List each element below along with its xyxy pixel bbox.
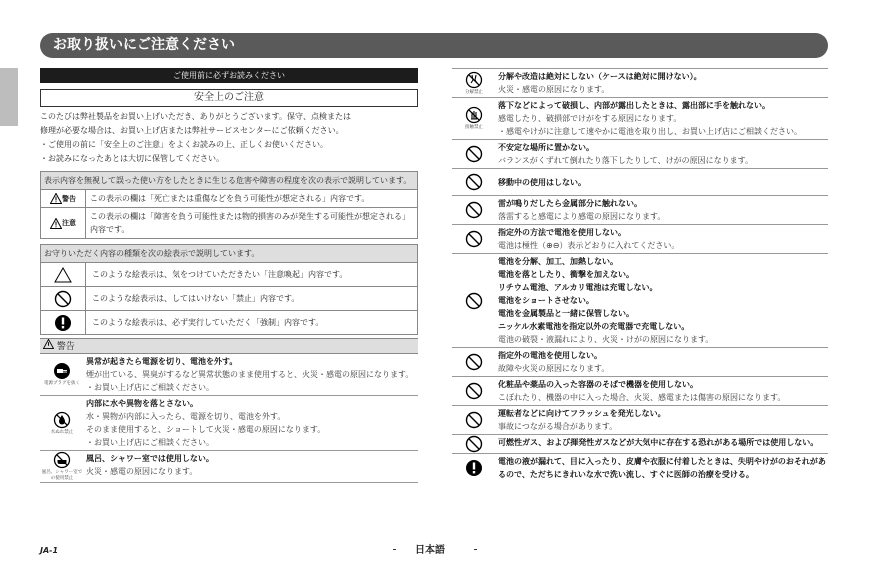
warning-item	[452, 454, 828, 482]
safety-title: 安全上のご注意	[40, 89, 418, 107]
item-line: ・感電やけがに注意して速やかに電池を取り出し、お買い上げ店にご相談ください。	[498, 127, 802, 136]
item-line: 感電したり、破損部でけがをする原因になります。	[498, 114, 682, 123]
item-line: 事故につながる場合があります。	[498, 422, 618, 431]
item-title: 指定外の電池を使用しない。	[498, 351, 602, 360]
item-line: 電池の破裂・液漏れにより、火災・けがの原因になります。	[498, 335, 714, 344]
prohibited-icon	[465, 435, 483, 453]
caution-triangle-icon	[50, 193, 62, 204]
item-title: 電池の液が漏れて、目に入ったり、皮膚や衣服に付着したときは、失明やけがのおそれがあるので、ただちにきれいな水で洗い流し、すぐに医師の治療を受ける。	[498, 457, 826, 479]
item-line: 故障や火災の原因になります。	[498, 364, 610, 373]
item-line: 落雷すると感電により感電の原因になります。	[498, 212, 666, 221]
symbol-row-prohibited	[41, 286, 417, 310]
item-title: 分解や改造は絶対にしない（ケースは絶対に開けない）。	[498, 72, 702, 81]
item-bold-line: 電池をショートさせない。	[498, 296, 594, 305]
caution-triangle-icon	[43, 339, 54, 349]
unplug-icon	[53, 362, 71, 380]
warning-item	[452, 140, 828, 169]
read-first-bar: ご使用前に必ずお読みください	[40, 68, 418, 83]
item-title: 不安定な場所に置かない。	[498, 143, 594, 152]
no-wet-icon	[53, 411, 71, 429]
item-line: ・お買い上げ店にご相談ください。	[86, 383, 214, 392]
warning-item	[452, 196, 828, 225]
symbol-prohibited-text: このような絵表示は、してはいけない「禁止」内容です。	[92, 294, 300, 303]
item-title: 電池を分解、加工、加熱しない。	[498, 257, 618, 266]
item-line: ・お買い上げ店にご相談ください。	[86, 438, 214, 447]
prohibited-icon	[54, 290, 72, 308]
item-title: 風呂、シャワー室では使用しない。	[86, 454, 214, 463]
symbol-caution-text: このような絵表示は、気をつけていただきたい「注意喚起」内容です。	[92, 270, 348, 279]
section-banner	[40, 33, 828, 58]
warning-item	[452, 406, 828, 435]
item-title: 異常が起きたら電源を切り、電池を外す。	[86, 357, 238, 366]
warning-item	[452, 377, 828, 406]
warning-item	[452, 169, 828, 196]
symbol-box	[40, 244, 418, 335]
warning-item	[452, 98, 828, 140]
warning-item	[452, 225, 828, 254]
left-column	[40, 68, 418, 483]
warning-label-cell	[41, 190, 86, 207]
symbol-row-caution	[41, 262, 417, 286]
mandatory-icon	[54, 314, 72, 332]
caution-label: 注意	[62, 219, 76, 227]
item-bold-line: ニッケル水素電池を指定以外の充電器で充電しない。	[498, 322, 690, 331]
caution-label-cell	[41, 208, 86, 238]
symbol-box-head: お守りいただく内容の種類を次の絵表示で説明しています。	[41, 245, 417, 262]
item-line: 煙が出ている、異臭がするなど異常状態のまま使用すると、火災・感電の原因になります。	[86, 370, 414, 379]
item-bold-line: 電池を金属製品と一緒に保管しない。	[498, 309, 634, 318]
warning-section-head	[40, 338, 418, 354]
symbol-mandatory-text: このような絵表示は、必ず実行していただく「強制」内容です。	[92, 318, 324, 327]
item-bold-line: 電池を落としたり、衝撃を加えない。	[498, 270, 634, 279]
warning-item	[452, 68, 828, 98]
warning-definition: この表示の欄は「死亡または重傷などを負う可能性が想定される」内容です。	[90, 194, 370, 203]
prohibited-icon	[465, 353, 483, 371]
page-number: JA-1	[40, 546, 59, 555]
item-bold-line: リチウム電池、アルカリ電池は充電しない。	[498, 283, 658, 292]
prohibited-icon	[465, 411, 483, 429]
icon-caption: 風呂、シャワー室での使用禁止	[41, 470, 83, 481]
item-title: 内部に水や異物を落とさない。	[86, 399, 198, 408]
item-line: こぼれたり、機器の中に入った場合、火災、感電または傷害の原因になります。	[498, 393, 786, 402]
prohibited-icon	[465, 173, 483, 191]
caution-triangle-icon	[50, 218, 62, 229]
icon-caption: 接触禁止	[465, 125, 483, 130]
warning-item	[452, 254, 828, 348]
prohibited-icon	[465, 382, 483, 400]
intro-line: 修理が必要な場合は、お買い上げ店または弊社サービスセンターにご依頼ください。	[40, 126, 344, 135]
item-line: 水・異物が内部に入ったら、電源を切り、電池を外す。	[86, 412, 286, 421]
intro	[40, 110, 418, 166]
item-line: そのまま使用すると、ショートして火災・感電の原因になります。	[86, 425, 326, 434]
item-title: 指定外の方法で電池を使用しない。	[498, 228, 626, 237]
prohibited-icon	[465, 145, 483, 163]
prohibited-icon	[465, 230, 483, 248]
warning-item	[40, 451, 418, 483]
mandatory-icon	[465, 459, 483, 477]
no-disassemble-icon	[465, 71, 483, 89]
prohibited-icon	[465, 292, 483, 310]
item-title: 運転者などに向けてフラッシュを発光しない。	[498, 409, 666, 418]
item-title: 雷が鳴りだしたら金属部分に触れない。	[498, 199, 642, 208]
item-line: バランスがくずれて倒れたり落下したりして、けがの原因になります。	[498, 156, 753, 165]
banner-title: お取り扱いにご注意ください	[53, 37, 235, 53]
item-title: 可燃性ガス、および揮発性ガスなどが大気中に存在する恐れがある場所では使用しない。	[498, 438, 819, 447]
severity-box-head: 表示内容を無視して誤った使い方をしたときに生じる危害や障害の程度を次の表示で説明しています。	[41, 172, 417, 189]
warning-item	[452, 435, 828, 454]
no-touch-icon	[465, 106, 483, 124]
severity-box	[40, 171, 418, 239]
intro-line: ・お読みになったあとは大切に保管してください。	[40, 154, 224, 163]
icon-caption: 電源プラグを抜く	[44, 381, 80, 386]
item-line: 火災・感電の原因になります。	[86, 467, 198, 476]
warning-item	[40, 354, 418, 396]
warning-item	[452, 348, 828, 377]
warning-section-title: 警告	[56, 342, 75, 352]
severity-row-caution	[41, 207, 417, 238]
prohibited-icon	[465, 201, 483, 219]
item-line: 電池は極性（⊕⊖）表示どおりに入れてください。	[498, 241, 680, 250]
intro-line: このたびは弊社製品をお買い上げいただき、ありがとうございます。保守、点検または	[40, 112, 352, 121]
severity-row-warning	[41, 189, 417, 207]
symbol-row-mandatory	[41, 310, 417, 334]
item-title: 移動中の使用はしない。	[498, 177, 586, 187]
item-line: 火災・感電の原因になります。	[498, 85, 610, 94]
warning-label: 警告	[62, 194, 76, 203]
warning-item	[40, 396, 418, 451]
no-bath-icon	[53, 451, 71, 469]
caution-definition: この表示の欄は「障害を負う可能性または物的損害のみが発生する可能性が想定される」内容です。	[90, 212, 410, 234]
language-label: 日本語	[415, 545, 445, 556]
side-tab	[0, 68, 18, 126]
item-title: 落下などによって破損し、内部が露出したときは、露出部に手を触れない。	[498, 101, 770, 110]
intro-line: ・ご使用の前に「安全上のご注意」をよくお読みの上、正しくお使いください。	[40, 140, 328, 149]
icon-caption: 水ぬれ禁止	[50, 429, 74, 435]
item-title: 化粧品や薬品の入った容器のそばで機器を使用しない。	[498, 380, 698, 389]
icon-caption: 分解禁止	[465, 89, 483, 95]
right-column	[452, 68, 828, 482]
caution-triangle-icon	[54, 267, 72, 283]
